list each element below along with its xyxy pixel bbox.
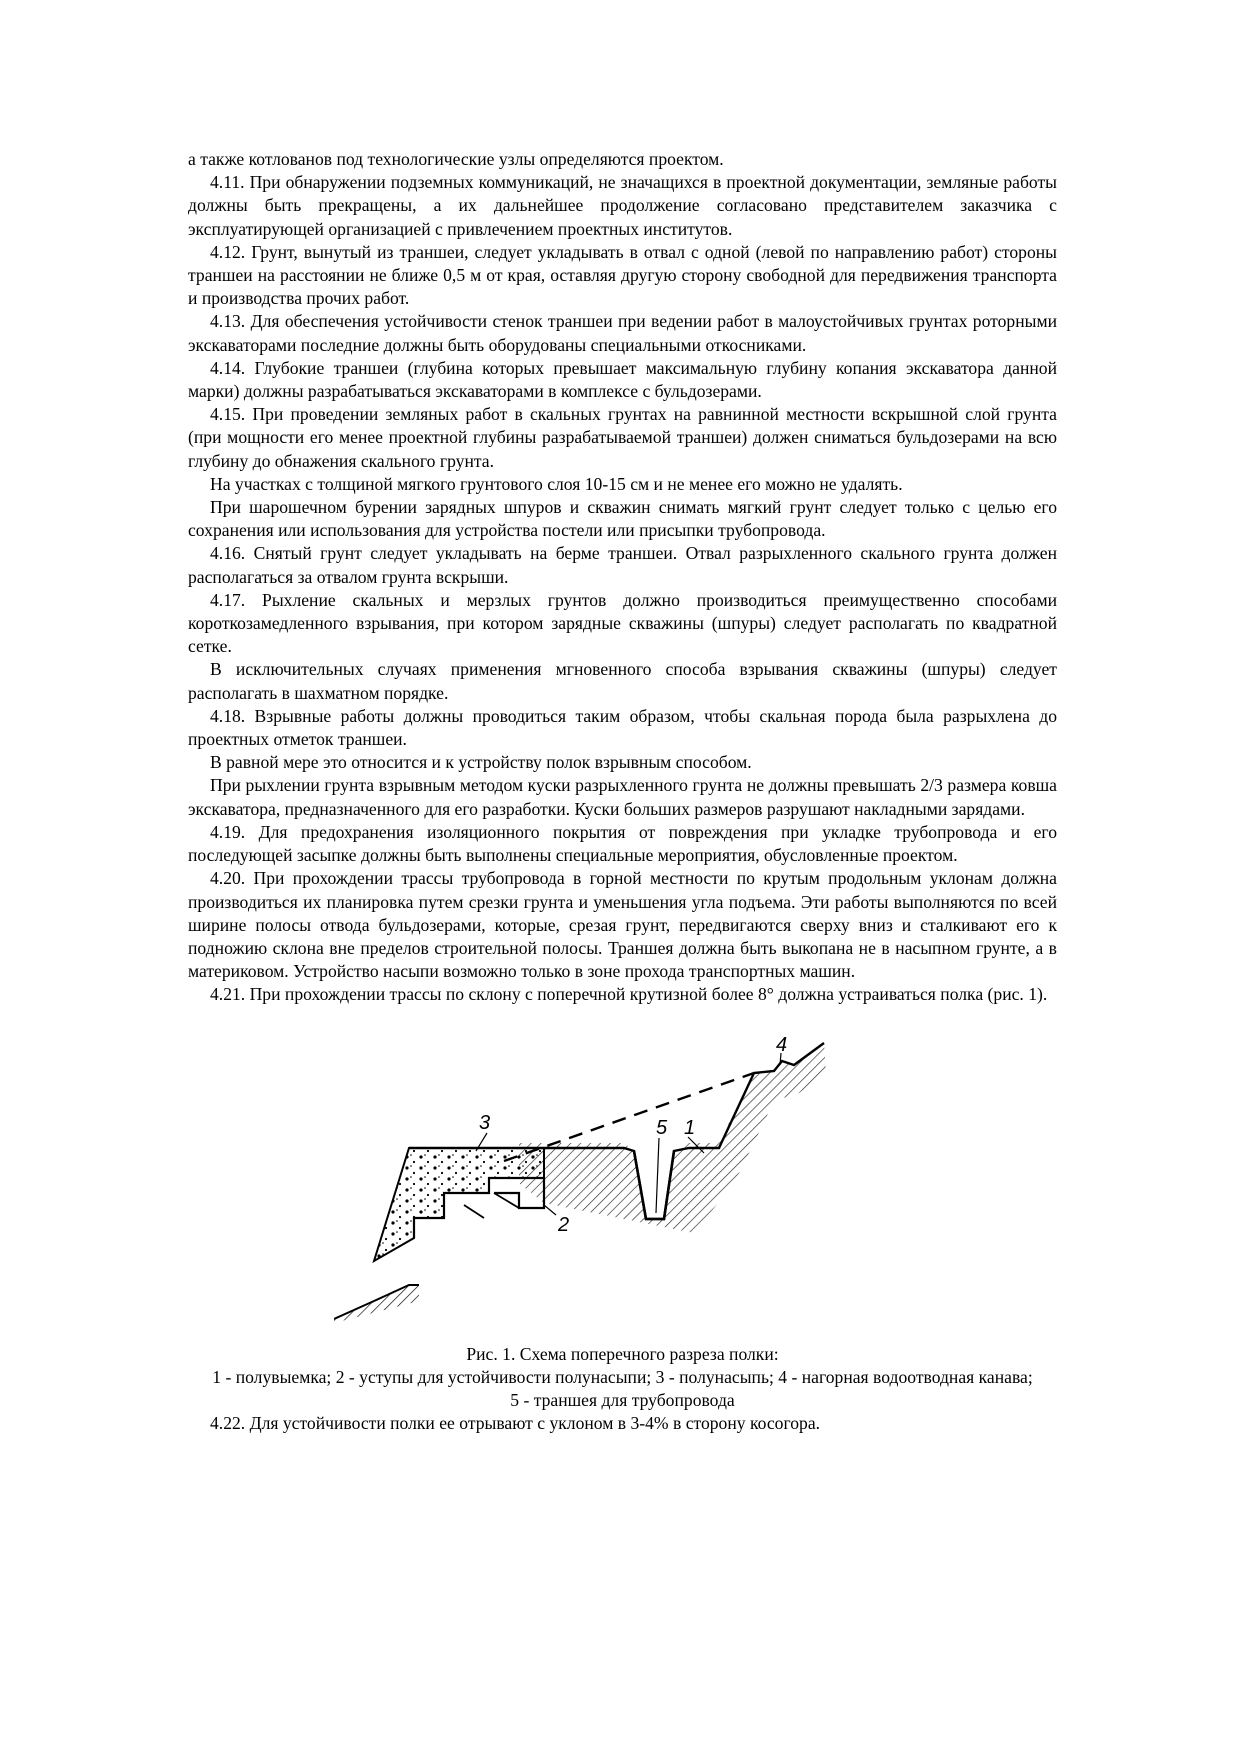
paragraph-4-19: 4.19. Для предохранения изоляционного покрытия от повреждения при укладке трубопровода и его последующей засыпке должны быть выполнены специальные мероприятия, обусловленные проектом. <box>188 821 1057 866</box>
paragraph-4-14: 4.14. Глубокие траншеи (глубина которых превышает максимальную глубину копания экскаватора данной марки) должны разрабатываться экскаваторами в комплексе с бульдозерами. <box>188 357 1057 402</box>
paragraph-4-18: 4.18. Взрывные работы должны проводиться таким образом, чтобы скальная порода была разрыхлена до проектных отметок траншеи. <box>188 705 1057 750</box>
paragraph-drilling: При шарошечном бурении зарядных шпуров и скважин снимать мягкий грунт следует только с целью его сохранения или использования для устройства постели или присыпки трубопровода. <box>188 497 1057 541</box>
paragraph-exceptional: В исключительных случаях применения мгновенного способа взрывания скважины (шпуры) следует располагать в шахматном порядке. <box>188 659 1057 703</box>
paragraph-4-17: 4.17. Рыхление скальных и мерзлых грунтов должно производиться преимущественно способами короткозамедленного взрывания, при котором зарядные скважины (шпуры) следует располагать по квадратной сетке. <box>188 589 1057 657</box>
ground-hatch-right <box>519 1043 826 1233</box>
paragraph-4-15: 4.15. При проведении земляных работ в скальных грунтах на равнинной местности вскрышной слой грунта (при мощности его менее проектной глубины разрабатываемой траншеи) должен сниматься бульдозерами на всю глубину до обнажения скального грунта. <box>188 404 1057 471</box>
paragraph-4-13: 4.13. Для обеспечения устойчивости стенок траншеи при ведении работ в малоустойчивых грунтах роторными экскаваторами последние должны быть оборудованы специальными откосниками. <box>188 311 1057 355</box>
paragraph-4-16: 4.16. Снятый грунт следует укладывать на берме траншеи. Отвал разрыхленного скального грунта должен располагаться за отвалом грунта вскрыши. <box>188 543 1057 587</box>
label-3: 3 <box>479 1111 491 1134</box>
paragraph-4-21: 4.21. При прохождении трассы по склону с поперечной крутизной более 8° должна устраиваться полка (рис. 1). <box>210 984 1048 1005</box>
paragraph-4-22: 4.22. Для устойчивости полки ее отрывают с уклоном в 3-4% в сторону косогора. <box>210 1413 821 1434</box>
label-4: 4 <box>776 1033 788 1056</box>
document-page <box>188 148 1057 1435</box>
caption-legend: 1 - полувыемка; 2 - уступы для устойчивости полунасыпи; 3 - полунасыпь; 4 - нагорная водоотводная канава; <box>212 1366 1033 1387</box>
shelf-diagram <box>334 1033 914 1323</box>
shelf-cross-section-figure <box>188 1033 1057 1325</box>
label-1: 1 <box>684 1116 696 1139</box>
caption-legend-cont: 5 - траншея для трубопровода <box>510 1389 735 1410</box>
label-2: 2 <box>558 1213 570 1236</box>
paragraph-0: а также котлованов под технологические узлы определяются проектом. <box>188 149 724 169</box>
ground-hatch <box>334 1285 419 1323</box>
figure-caption <box>188 1343 1057 1413</box>
paragraph-shelves: В равной мере это относится и к устройству полок взрывным способом. <box>210 752 752 773</box>
paragraph-soft-layer: На участках с толщиной мягкого грунтового слоя 10-15 см и не менее его можно не удалять. <box>210 473 903 494</box>
caption-title: Рис. 1. Схема поперечного разреза полки: <box>466 1343 779 1364</box>
paragraph-4-20: 4.20. При прохождении трассы трубопровода в горной местности по крутым продольным уклонам должна производиться их планировка путем срезки грунта и уменьшения угла подъема. Эти работы выполняются по всей ширине полосы отвода бульдозерами, которые, срезая грунт, передвигаются сверху вниз и сталкивают его к подножию склона вне пределов строительной полосы. Траншея должна быть выкопана не в насыпном грунте, а в материковом. Устройство насыпи возможно только в зоне прохода транспортных машин. <box>188 868 1057 982</box>
label-5: 5 <box>656 1116 668 1139</box>
paragraph-4-12: 4.12. Грунт, вынутый из траншеи, следует укладывать в отвал с одной (левой по направлению работ) стороны траншеи на расстоянии не ближе 0,5 м от края, оставляя другую сторону свободной для передвижения транспорта и производства прочих работ. <box>188 241 1057 309</box>
paragraph-blasting: При рыхлении грунта взрывным методом куски разрыхленного грунта не должны превышать 2/3 размера ковша экскаватора, предназначенного для его разработки. Куски больших размеров разрушают накладными зарядами. <box>188 775 1057 819</box>
paragraph-4-11: 4.11. При обнаружении подземных коммуникаций, не значащихся в проектной документации, земляные работы должны быть прекращены, а их дальнейшее продолжение согласовано представителем заказчика с эксплуатирующей организацией с привлечением проектных институтов. <box>188 172 1057 239</box>
